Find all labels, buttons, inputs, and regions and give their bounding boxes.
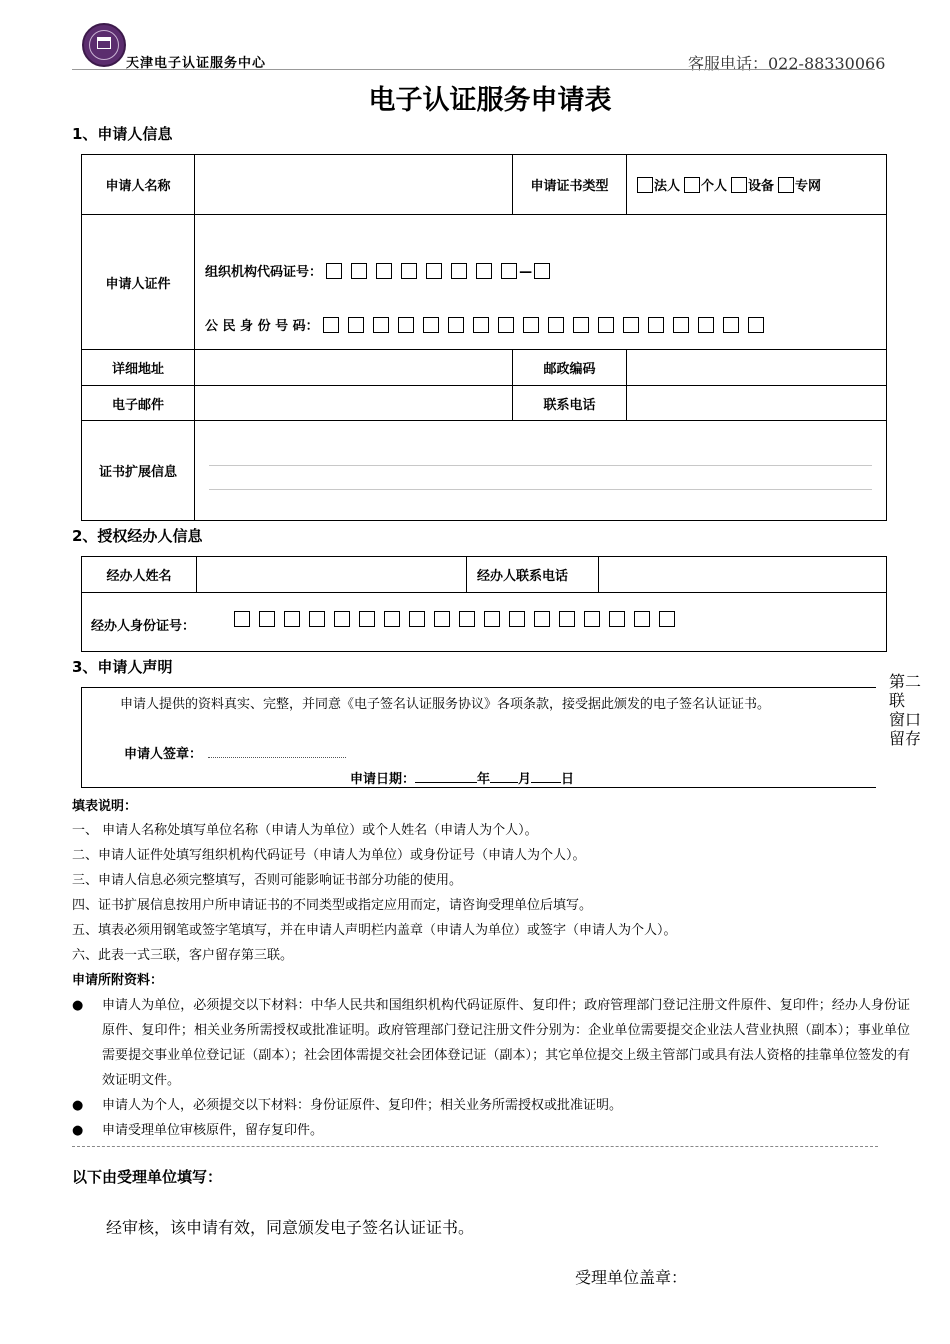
cert-type-option-label: 设备 <box>748 179 775 194</box>
instruction-item: 六、此表一式三联，客户留存第三联。 <box>72 948 294 963</box>
signature-label: 申请人签章： <box>124 747 203 762</box>
month-label: 月 <box>518 772 532 787</box>
cert-type-checkbox-device[interactable] <box>731 177 747 193</box>
day-label: 日 <box>561 772 575 787</box>
applicant-id-fields <box>195 215 887 350</box>
day-blank[interactable] <box>531 770 561 783</box>
side-note-line: 第二 <box>889 672 922 691</box>
postcode-label: 邮政编码 <box>513 350 627 386</box>
declaration-statement: 申请人提供的资料真实、完整，并同意《电子签名认证服务协议》各项条款，接受据此颁发的电子签名认证证书。 <box>120 697 771 712</box>
section2-title: 2、授权经办人信息 <box>72 527 203 545</box>
org-code-boxes[interactable]: — <box>326 265 559 280</box>
agent-name-field[interactable] <box>197 557 467 593</box>
header-divider <box>72 69 875 70</box>
hotline: 客服电话：022-88330066 <box>688 54 886 73</box>
email-label: 电子邮件 <box>82 386 195 421</box>
cert-type-checkbox-legal[interactable] <box>637 177 653 193</box>
approval-text: 经审核，该申请有效，同意颁发电子签名认证证书。 <box>106 1218 475 1237</box>
year-blank[interactable] <box>415 770 477 783</box>
bullet-icon: ● <box>72 998 84 1013</box>
postcode-field[interactable] <box>627 350 887 386</box>
agent-phone-label: 经办人联系电话 <box>467 557 599 593</box>
building-icon <box>97 37 111 49</box>
center-name: 天津电子认证服务中心 <box>126 56 267 71</box>
side-note-line: 联 <box>889 691 906 710</box>
cert-type-options <box>627 155 887 215</box>
instructions-title: 填表说明： <box>72 799 138 814</box>
side-note-line: 留存 <box>889 729 922 748</box>
cert-ext-field[interactable] <box>195 421 887 521</box>
office-title: 以下由受理单位填写： <box>72 1168 223 1186</box>
page-title: 电子认证服务申请表 <box>368 85 612 116</box>
attachment-item: 申请受理单位审核原件，留存复印件。 <box>102 1123 324 1138</box>
applicant-id-label: 申请人证件 <box>82 215 195 350</box>
cert-ext-label: 证书扩展信息 <box>82 421 195 521</box>
stamp-label: 受理单位盖章： <box>575 1268 688 1287</box>
cert-type-checkbox-personal[interactable] <box>684 177 700 193</box>
agent-phone-field[interactable] <box>599 557 887 593</box>
applicant-name-label: 申请人名称 <box>82 155 195 215</box>
citizen-id-label: 公 民 身 份 号 码： <box>205 319 319 334</box>
address-label: 详细地址 <box>82 350 195 386</box>
email-field[interactable] <box>195 386 513 421</box>
side-note-line: 窗口 <box>889 710 922 729</box>
cert-type-label: 申请证书类型 <box>513 155 627 215</box>
section1-title: 1、申请人信息 <box>72 125 173 143</box>
cert-type-checkbox-private-network[interactable] <box>778 177 794 193</box>
year-label: 年 <box>477 772 491 787</box>
attachments-title: 申请所附资料： <box>72 973 164 988</box>
attachment-item: 申请人为个人，必须提交以下材料：身份证原件、复印件；相关业务所需授权或批准证明。 <box>102 1098 623 1113</box>
phone-field[interactable] <box>627 386 887 421</box>
instruction-item: 三、申请人信息必须完整填写，否则可能影响证书部分功能的使用。 <box>72 873 463 888</box>
date-label: 申请日期： <box>350 772 416 787</box>
cert-type-option-label: 个人 <box>701 179 728 194</box>
month-blank[interactable] <box>490 770 518 783</box>
section3-title: 3、申请人声明 <box>72 658 173 676</box>
phone-label: 联系电话 <box>513 386 627 421</box>
agent-id-boxes[interactable] <box>234 611 684 628</box>
copy-side-note <box>889 672 923 748</box>
applicant-name-field[interactable] <box>195 155 513 215</box>
declaration-left-line <box>81 687 82 787</box>
cut-line <box>72 1146 878 1147</box>
bullet-icon: ● <box>72 1098 84 1113</box>
agent-name-label: 经办人姓名 <box>82 557 197 593</box>
agent-info-table <box>81 556 887 652</box>
attachment-item: 申请人为单位，必须提交以下材料：中华人民共和国组织机构代码证原件、复印件；政府管理部门登记注册文件原件、复印件；经办人身份证原件、复印件；相关业务所需授权或批准证明。政府管理部门登记注册文件分别为：企业单位需要提交企业法人营业执照（副本）；事业单位需要提交事业单位登记证（副本）；社会团体需提交社会团体登记证（副本）；其它单位提交上级主管部门或具有法人资格的挂靠单位签发的有效证明文件。 <box>102 998 910 1088</box>
instruction-item: 五、填表必须用钢笔或签字笔填写，并在申请人声明栏内盖章（申请人为单位）或签字（申请人为个人）。 <box>72 923 677 938</box>
agent-id-label: 经办人身份证号： <box>91 619 196 634</box>
apply-date <box>350 768 574 787</box>
agent-id-row <box>82 593 887 652</box>
address-field[interactable] <box>195 350 513 386</box>
declaration-bottom-line <box>81 787 876 788</box>
center-logo <box>82 23 126 67</box>
instruction-item: 二、申请人证件处填写组织机构代码证号（申请人为单位）或身份证号（申请人为个人）。 <box>72 848 586 863</box>
cert-type-option-label: 专网 <box>795 179 822 194</box>
citizen-id-boxes[interactable] <box>323 319 773 334</box>
declaration-top-line <box>81 687 876 688</box>
instruction-item: 四、证书扩展信息按用户所申请证书的不同类型或指定应用而定，请咨询受理单位后填写。 <box>72 898 593 913</box>
signature-line[interactable] <box>208 757 346 758</box>
cert-type-option-label: 法人 <box>654 179 681 194</box>
org-code-label: 组织机构代码证号： <box>205 265 323 280</box>
instruction-item: 一、 申请人名称处填写单位名称（申请人为单位）或个人姓名（申请人为个人）。 <box>72 823 538 838</box>
applicant-info-table <box>81 154 887 521</box>
bullet-icon: ● <box>72 1123 84 1138</box>
